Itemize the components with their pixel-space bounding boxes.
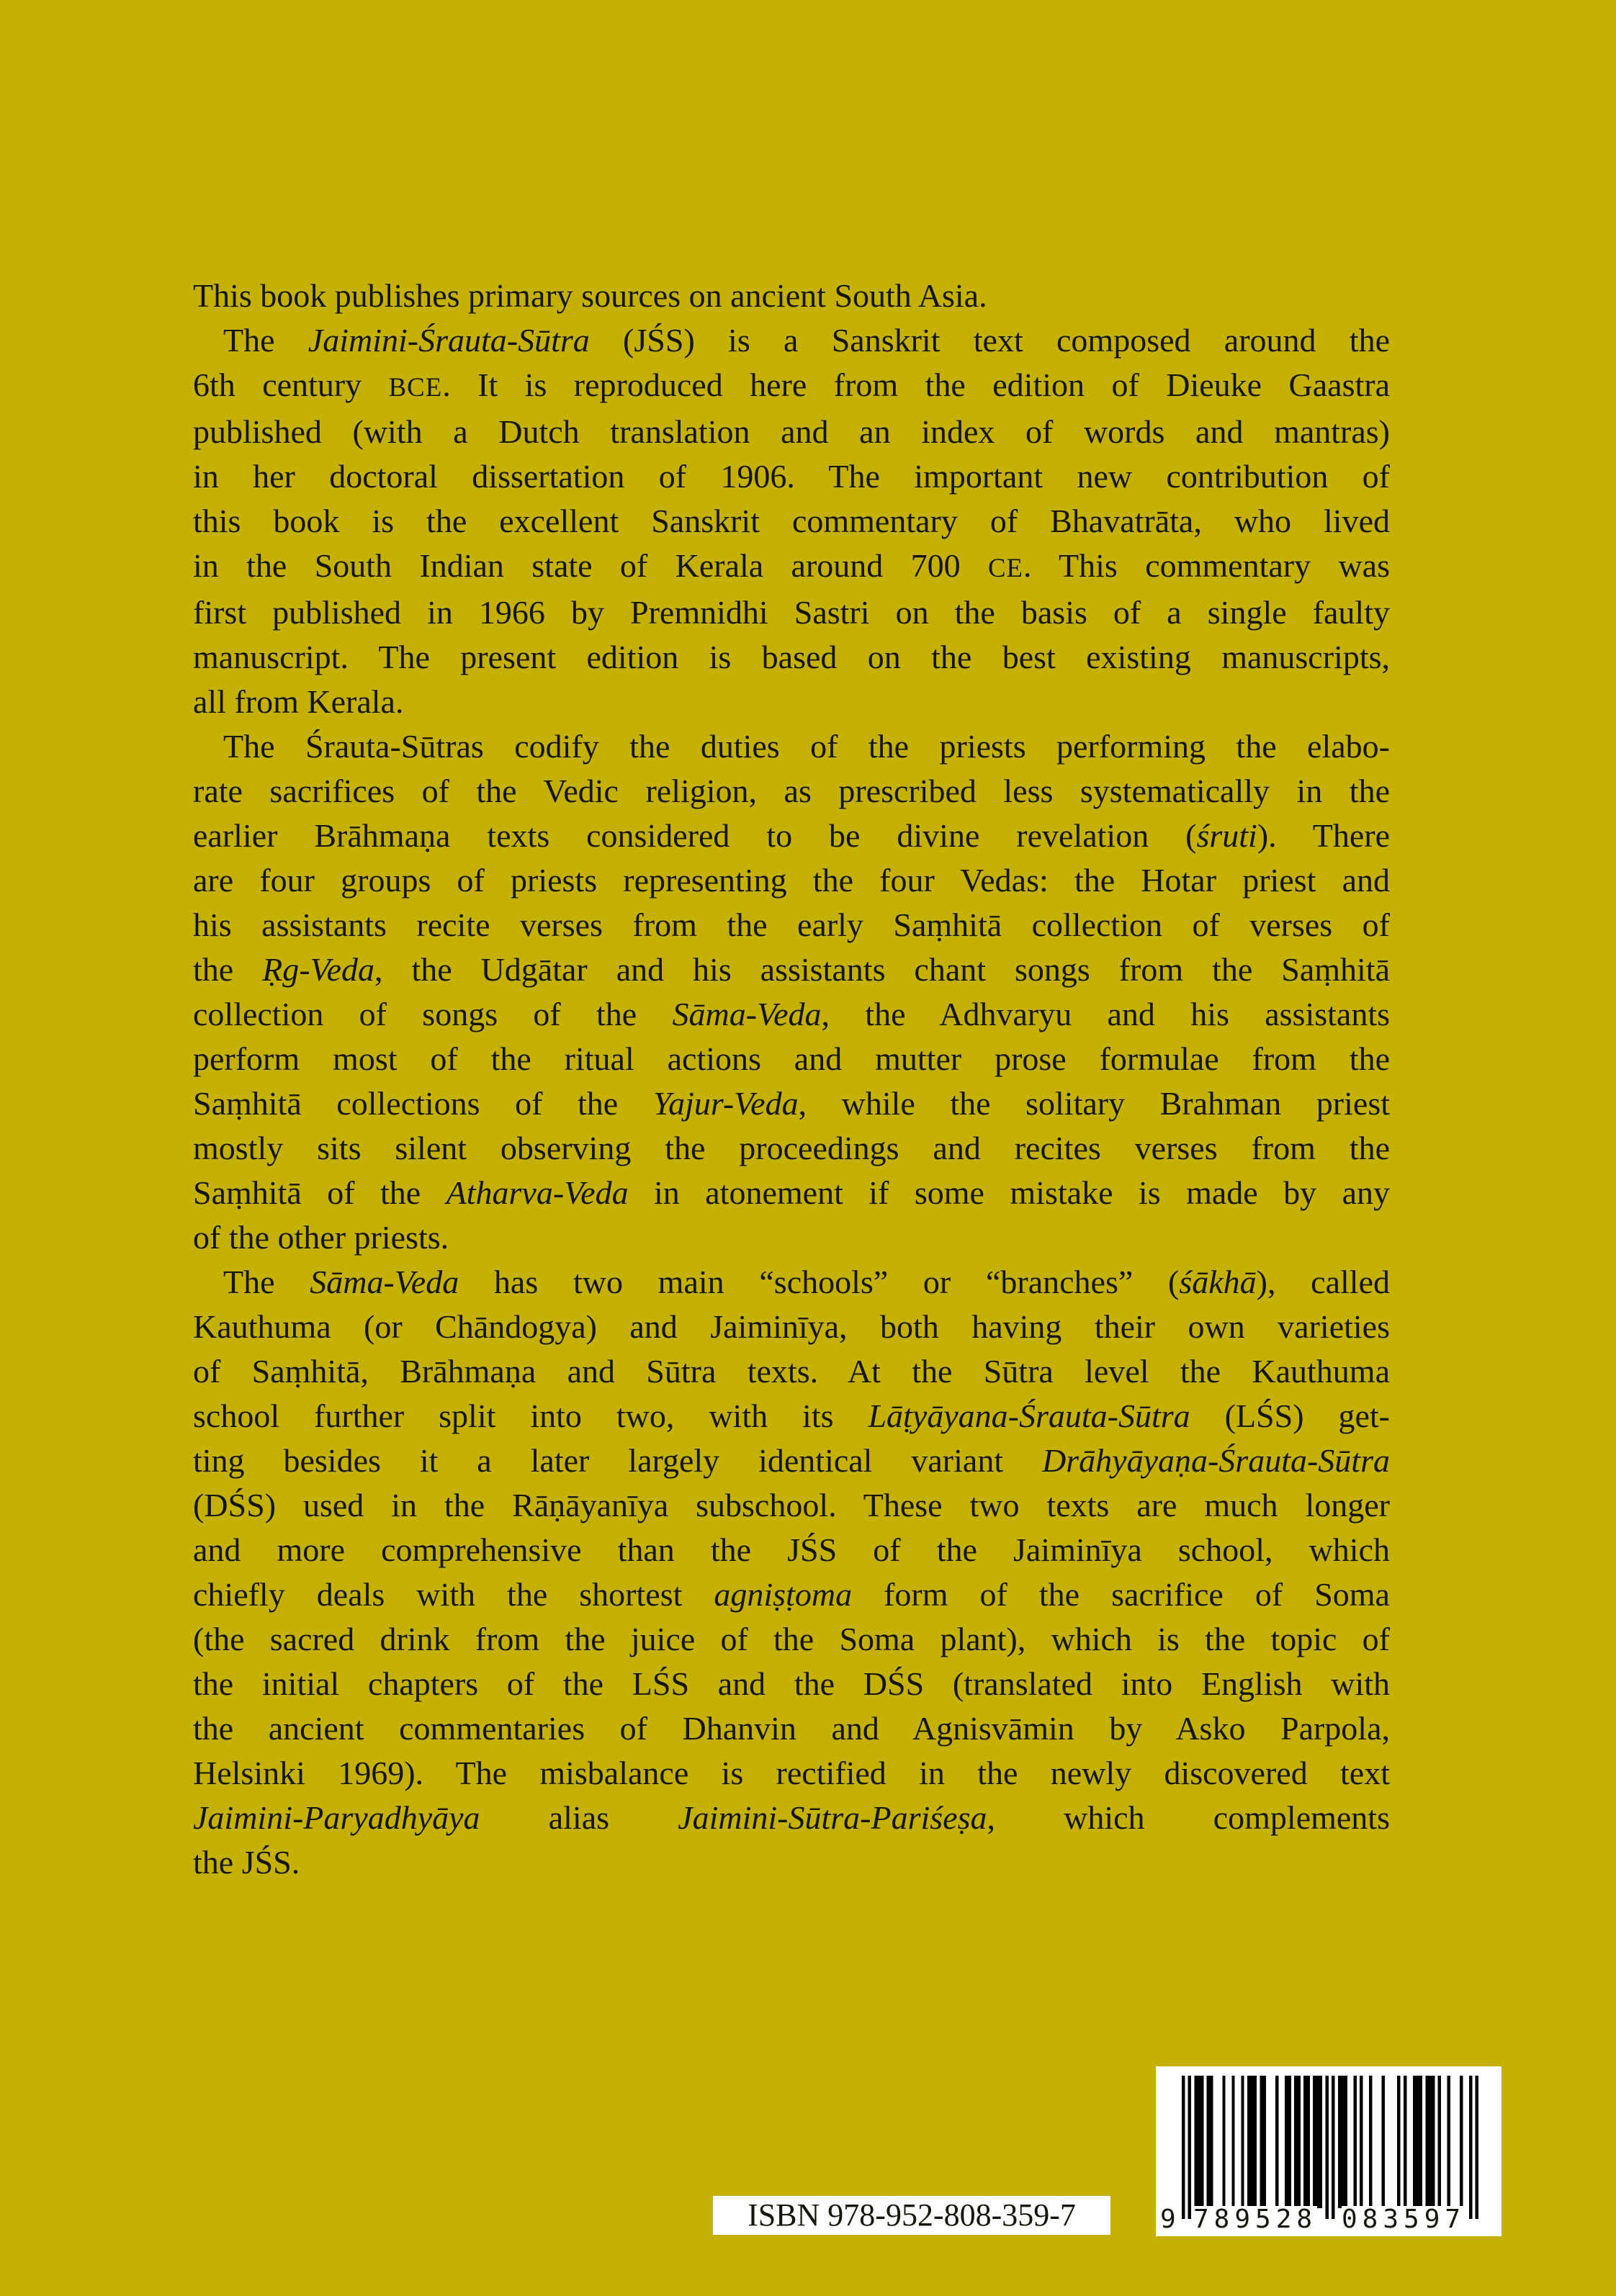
paragraph: [193, 318, 1390, 724]
text-line: [193, 1840, 1390, 1885]
text: , the Adhvaryu and his assistants: [821, 996, 1391, 1032]
text-line: [193, 454, 1390, 499]
text: his assistants recite verses from the early Saṃhitā collection of verses of: [193, 906, 1390, 943]
text: 6th century: [193, 366, 389, 403]
text: all from Kerala.: [193, 683, 404, 720]
text-line: [193, 499, 1390, 544]
paragraph: [193, 274, 1390, 318]
text-line: [193, 1617, 1390, 1662]
italic-text: Jaimini-Paryadhyāya: [193, 1799, 480, 1836]
blurb-text: [193, 274, 1390, 1885]
text: first published in 1966 by Premnidhi Sastri on the basis of a single faulty: [193, 594, 1390, 631]
text: (the sacred drink from the juice of the Soma plant), which is the topic of: [193, 1621, 1390, 1657]
text-line: [193, 1572, 1390, 1617]
text: in her doctoral dissertation of 1906. The important new contribution of: [193, 458, 1390, 495]
text: ting besides it a later largely identical variant: [193, 1442, 1043, 1479]
text: earlier Brāhmaṇa texts considered to be divine revelation (: [193, 817, 1197, 854]
text-line: [193, 1349, 1390, 1394]
italic-text: Ṛg-Veda: [262, 951, 374, 988]
text-line: [193, 814, 1390, 858]
paragraph: [193, 1260, 1390, 1885]
text: the ancient commentaries of Dhanvin and Agnisvāmin by Asko Parpola,: [193, 1710, 1390, 1747]
italic-text: Sāma-Veda: [310, 1264, 459, 1300]
italic-text: Jaimini-Sūtra-Pariśeṣa: [678, 1799, 987, 1836]
text-line: [193, 544, 1390, 590]
text-line: [193, 363, 1390, 410]
text: ), called: [1256, 1264, 1390, 1300]
text-line: [193, 680, 1390, 724]
text-line: [193, 1751, 1390, 1796]
text-line: [193, 1662, 1390, 1706]
text: Saṃhitā of the: [193, 1174, 446, 1211]
barcode-digit-group: 789528: [1193, 2205, 1318, 2234]
text-line: [193, 410, 1390, 454]
text-line: [193, 274, 1390, 318]
text-line: [193, 1394, 1390, 1439]
text: mostly sits silent observing the proceedings and recites verses from the: [193, 1130, 1390, 1166]
text-line: [193, 1215, 1390, 1260]
text-line: [193, 1706, 1390, 1751]
text: perform most of the ritual actions and mutter prose formulae from the: [193, 1040, 1390, 1077]
isbn-label: ISBN 978-952-808-359-7: [748, 2197, 1076, 2233]
text-line: [193, 590, 1390, 635]
italic-text: Atharva-Veda: [446, 1174, 629, 1211]
text: (LŚS) get-: [1190, 1397, 1390, 1434]
text-line: [193, 724, 1390, 769]
text: This book publishes primary sources on ancient South Asia.: [193, 277, 987, 314]
text-line: [193, 1483, 1390, 1528]
italic-text: Jaimini-Śrauta-Sūtra: [308, 322, 590, 359]
ean13-barcode: [1182, 2076, 1478, 2219]
text: , the Udgātar and his assistants chant songs from the Saṃhitā: [374, 951, 1390, 988]
italic-text: śruti: [1196, 817, 1257, 854]
text: published (with a Dutch translation and an index of words and mantras): [193, 413, 1390, 450]
text-line: [193, 1439, 1390, 1483]
text: school further split into two, with its: [193, 1397, 868, 1434]
text-line: [193, 1081, 1390, 1126]
text: Saṃhitā collections of the: [193, 1085, 653, 1122]
text: the JŚS.: [193, 1844, 300, 1881]
text: The Śrauta-Sūtras codify the duties of the priests performing the elabo-: [223, 728, 1390, 765]
text: ). There: [1257, 817, 1390, 854]
text: (DŚS) used in the Rāṇāyanīya subschool. These two texts are much longer: [193, 1487, 1390, 1523]
text-line: [193, 1126, 1390, 1171]
italic-text: agniṣṭoma: [714, 1576, 853, 1613]
italic-text: Sāma-Veda: [672, 996, 822, 1032]
text-line: [193, 1260, 1390, 1305]
text: alias: [480, 1799, 678, 1836]
italic-text: śākhā: [1179, 1264, 1257, 1300]
text: . This commentary was: [1023, 547, 1390, 584]
text-line: [193, 947, 1390, 992]
text-line: [193, 1305, 1390, 1349]
text: this book is the excellent Sanskrit commentary of Bhavatrāta, who lived: [193, 503, 1390, 539]
text: of the other priests.: [193, 1219, 449, 1256]
italic-text: Drāhyāyaṇa-Śrauta-Sūtra: [1042, 1442, 1390, 1479]
text: of Saṃhitā, Brāhmaṇa and Sūtra texts. At the Sūtra level the Kauthuma: [193, 1353, 1390, 1390]
text-line: [193, 903, 1390, 947]
text-line: [193, 1796, 1390, 1840]
smallcaps-text: CE: [988, 553, 1024, 582]
barcode-box: [1156, 2066, 1501, 2236]
text: and more comprehensive than the JŚS of the Jaiminīya school, which: [193, 1531, 1390, 1568]
text: are four groups of priests representing the four Vedas: the Hotar priest and: [193, 862, 1390, 899]
text: in the South Indian state of Kerala around 700: [193, 547, 988, 584]
paragraph: [193, 724, 1390, 1260]
text: the: [193, 951, 263, 988]
text: , while the solitary Brahman priest: [798, 1085, 1391, 1122]
text: Kauthuma (or Chāndogya) and Jaiminīya, both having their own varieties: [193, 1308, 1390, 1345]
text: manuscript. The present edition is based on the best existing manuscripts,: [193, 639, 1390, 675]
text-line: [193, 318, 1390, 363]
text-line: [193, 858, 1390, 903]
text: Helsinki 1969). The misbalance is rectified in the newly discovered text: [193, 1755, 1390, 1791]
barcode-digit-group: 083597: [1342, 2205, 1466, 2234]
text: the initial chapters of the LŚS and the DŚS (translated into English with: [193, 1665, 1390, 1702]
text: chiefly deals with the shortest: [193, 1576, 714, 1613]
isbn-box: [713, 2196, 1110, 2235]
text-line: [193, 769, 1390, 814]
text-line: [193, 992, 1390, 1037]
italic-text: Yajur-Veda: [652, 1085, 799, 1122]
text: (JŚS) is a Sanskrit text composed around the: [589, 322, 1390, 359]
text-line: [193, 635, 1390, 680]
text: has two main “schools” or “branches” (: [459, 1264, 1180, 1300]
text: , which complements: [987, 1799, 1390, 1836]
italic-text: Lāṭyāyana-Śrauta-Sūtra: [868, 1397, 1190, 1434]
barcode-digit-group: 9: [1160, 2205, 1176, 2234]
text: rate sacrifices of the Vedic religion, as prescribed less systematically in the: [193, 773, 1390, 809]
smallcaps-text: BCE: [388, 372, 443, 402]
text: . It is reproduced here from the edition of Dieuke Gaastra: [442, 366, 1390, 403]
text: in atonement if some mistake is made by any: [628, 1174, 1391, 1211]
text: collection of songs of the: [193, 996, 673, 1032]
text: The: [223, 1264, 310, 1300]
text-line: [193, 1171, 1390, 1215]
text-line: [193, 1037, 1390, 1081]
text: form of the sacrifice of Soma: [852, 1576, 1390, 1613]
text-line: [193, 1528, 1390, 1572]
text: The: [223, 322, 308, 359]
